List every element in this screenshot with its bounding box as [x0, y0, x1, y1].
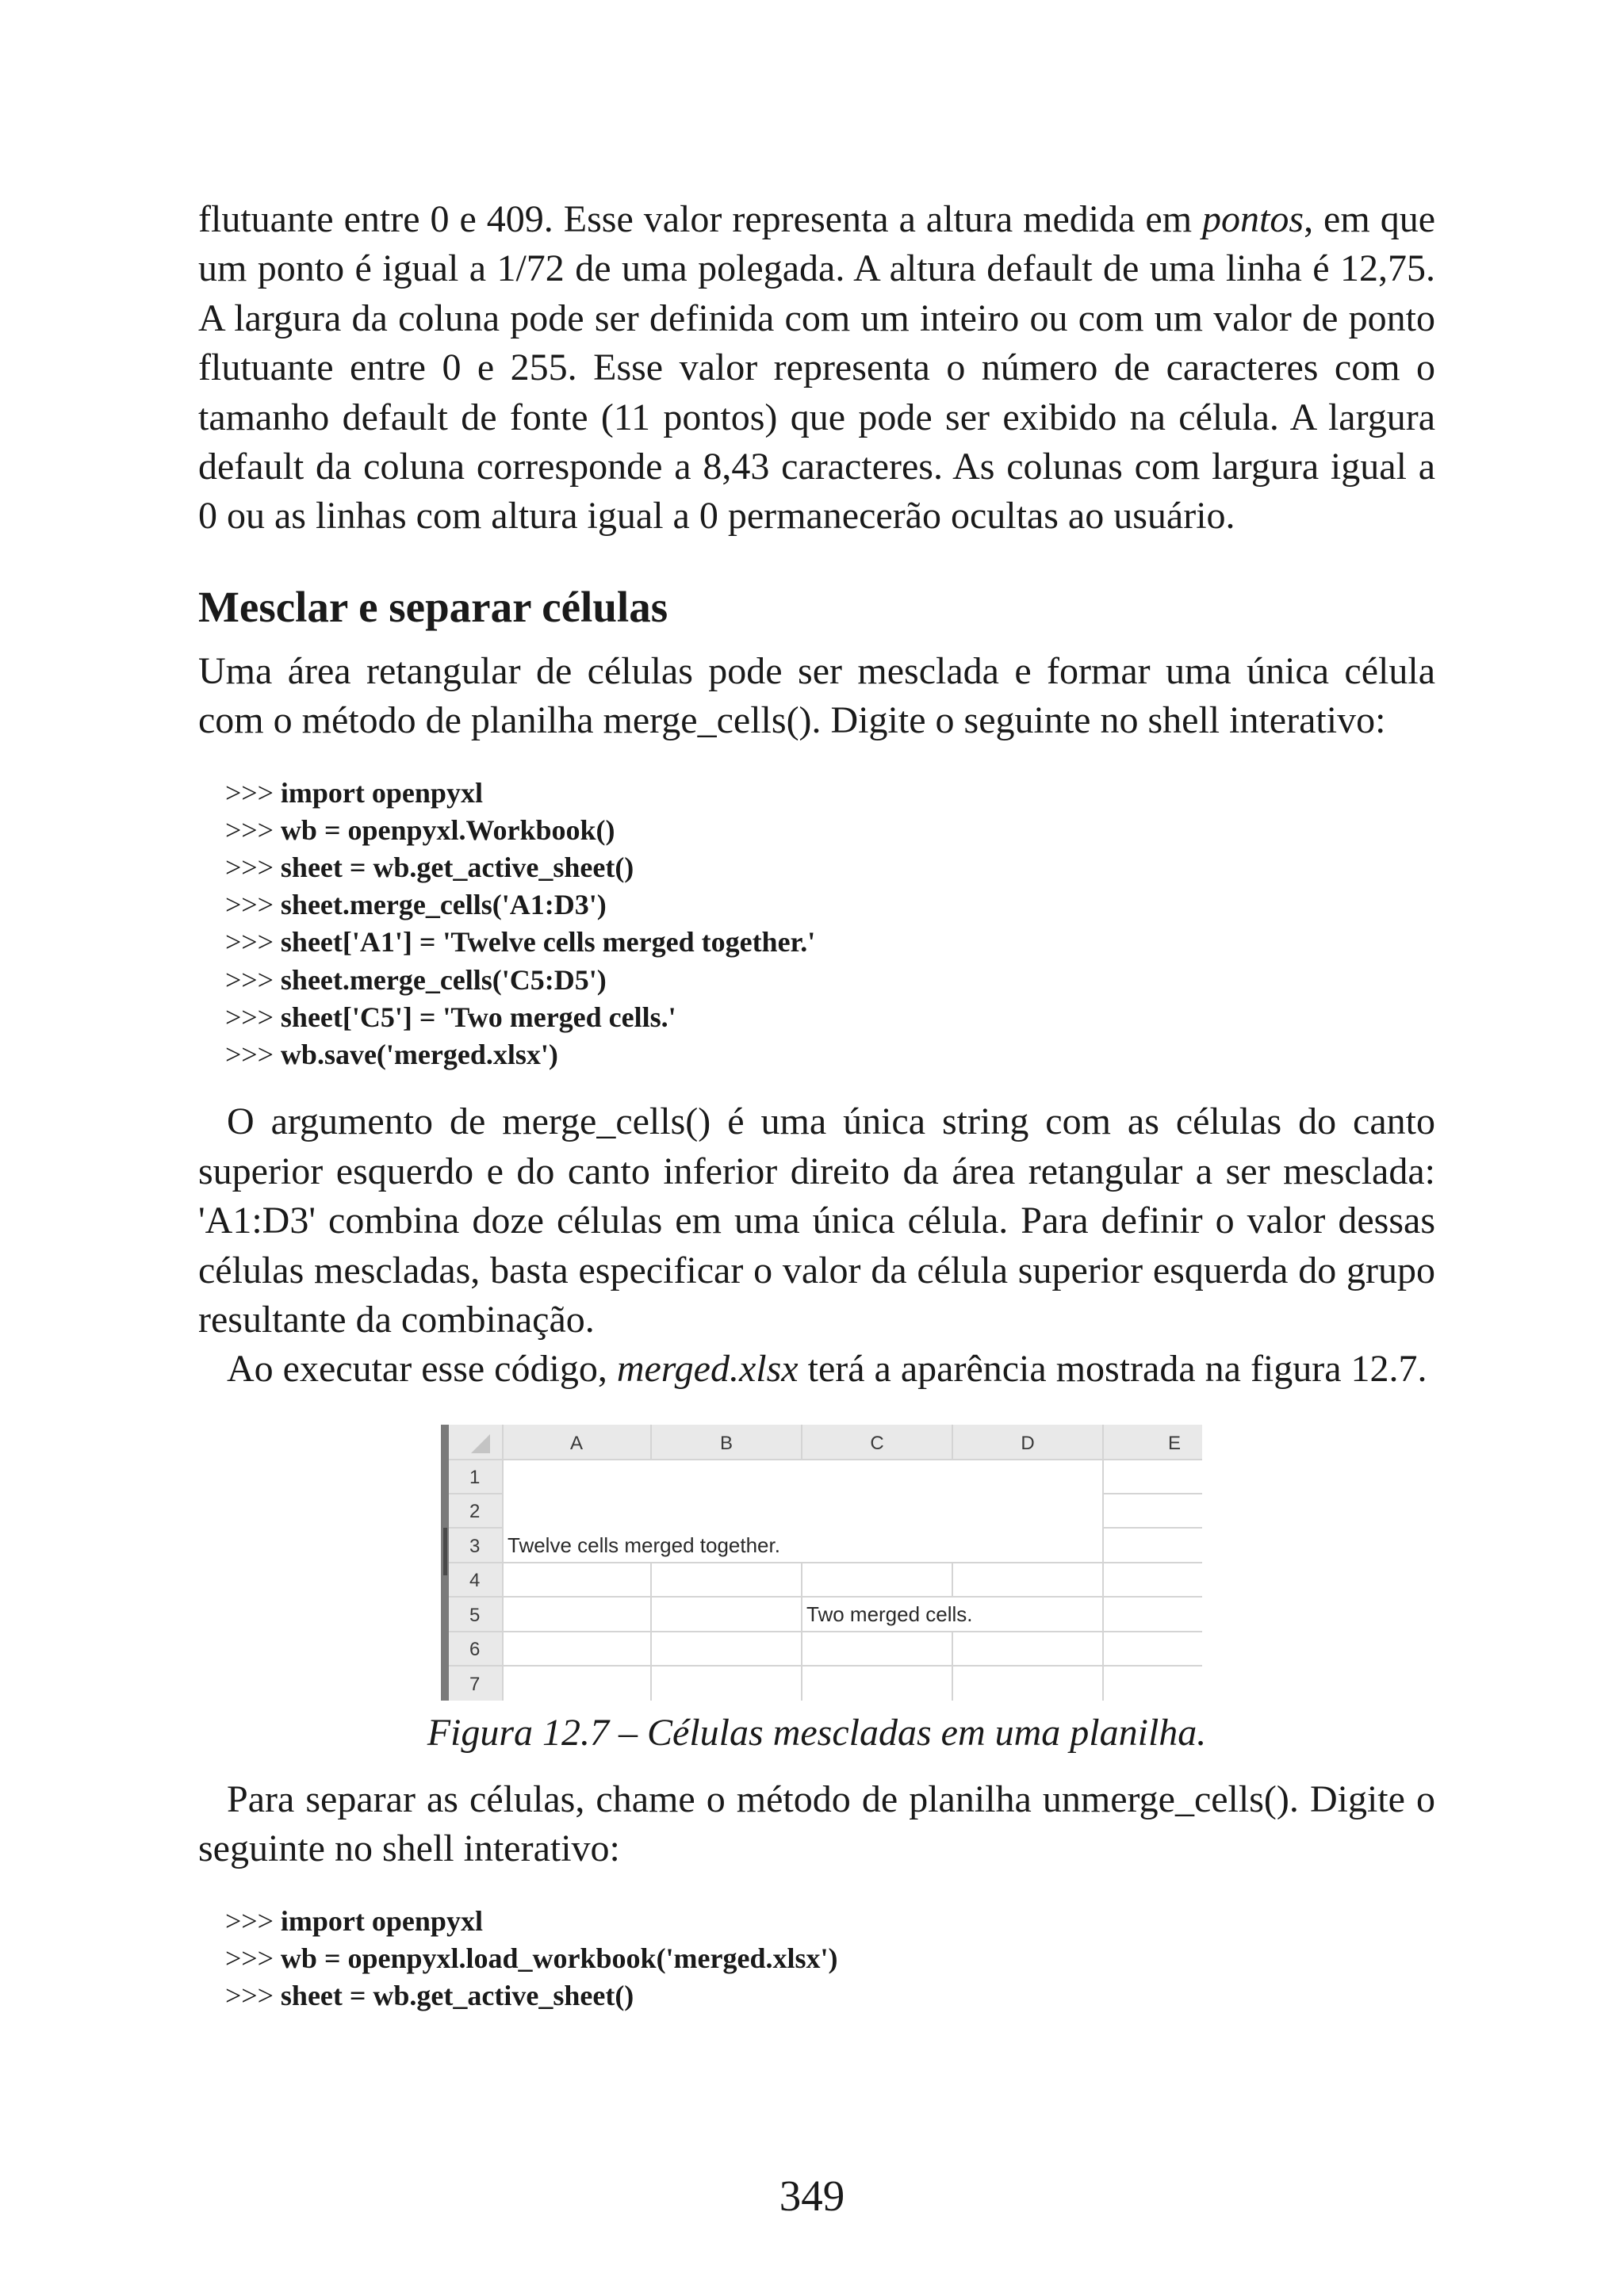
italic-filename: merged.xlsx — [616, 1348, 799, 1391]
code-command: wb = openpyxl.load_workbook('merged.xlsx') — [280, 1942, 838, 1974]
merged-cell-a1-d3: Twelve cells merged together. — [508, 1533, 780, 1557]
code-prompt: >>> — [225, 926, 281, 959]
body-paragraph-5: Para separar as células, chame o método de planilha unmerge_cells(). Digite o seguinte no shell interativo: — [198, 1777, 1435, 1870]
code-command: sheet.merge_cells('C5:D5') — [280, 963, 607, 996]
code-block-1 — [225, 775, 1435, 1074]
code-command: sheet['C5'] = 'Two merged cells.' — [280, 1001, 676, 1033]
figure-caption: Figura 12.7 – Células mescladas em uma planilha. — [427, 1711, 1207, 1754]
code-line — [225, 886, 1435, 924]
code-prompt: >>> — [225, 1039, 281, 1071]
code-prompt: >>> — [225, 776, 281, 809]
column-header-bar — [449, 1425, 1202, 1460]
row-header-1: 1 — [469, 1466, 481, 1488]
row-header-6: 6 — [469, 1638, 481, 1660]
column-header-c: C — [870, 1432, 884, 1454]
code-command: wb = openpyxl.Workbook() — [280, 813, 615, 846]
body-paragraph-4 — [198, 1345, 1435, 1394]
code-command: import openpyxl — [280, 1904, 483, 1937]
section-heading: Mesclar e separar células — [198, 582, 668, 631]
code-block-2 — [225, 1903, 1435, 2015]
code-line — [225, 999, 1435, 1036]
code-command: sheet = wb.get_active_sheet() — [280, 851, 634, 884]
spreadsheet-figure — [441, 1425, 1202, 1701]
code-command: sheet['A1'] = 'Twelve cells merged together.' — [280, 926, 816, 959]
code-prompt: >>> — [225, 1001, 281, 1033]
code-prompt: >>> — [225, 1904, 281, 1937]
column-header-a: A — [569, 1432, 584, 1454]
code-line — [225, 1940, 1435, 1977]
paragraph-text: Ao executar esse código, — [227, 1348, 617, 1391]
code-prompt: >>> — [225, 1942, 281, 1974]
paragraph-text: terá a aparência mostrada na figura 12.7. — [798, 1348, 1427, 1391]
page-number: 349 — [779, 2172, 845, 2220]
row-header-2: 2 — [469, 1500, 481, 1522]
paragraph-text: , em que um ponto é igual a 1/72 de uma polegada. A altura default de uma linha é 12,75. A largura da coluna pode ser definida com um inteiro ou com um valor de ponto flutuante entre 0 e 255. Esse valor representa o número de caracteres com o tamanho default de fonte (11 pontos) que pode ser exibido na célula. A largura default da coluna corresponde a 8,43 caracteres. As colunas com largura igual a 0 ou as linhas com altura igual a 0 permanecerão ocultas ao usuário. — [198, 198, 1435, 538]
code-prompt: >>> — [225, 851, 281, 884]
code-command: wb.save('merged.xlsx') — [280, 1039, 558, 1071]
code-line — [225, 1977, 1435, 2015]
merged-cell-c5-d5: Two merged cells. — [806, 1601, 973, 1626]
code-line — [225, 1903, 1435, 1940]
code-prompt: >>> — [225, 963, 281, 996]
code-line — [225, 849, 1435, 886]
spreadsheet-image — [441, 1425, 1202, 1701]
code-prompt: >>> — [225, 813, 281, 846]
body-paragraph-3: O argumento de merge_cells() é uma única string com as células do canto superior esquerdo e do canto inferior direito da área retangular a ser mesclada: 'A1:D3' combina doze células em uma única célula. Para definir o valor dessas células mescladas, basta especificar o valor da célula superior esquerda do grupo resultante da combinação. — [198, 1100, 1435, 1341]
code-line — [225, 812, 1435, 849]
row-header-5: 5 — [469, 1604, 481, 1626]
row-header-3: 3 — [469, 1535, 481, 1557]
body-paragraph-1 — [198, 195, 1435, 541]
row-header-7: 7 — [469, 1673, 481, 1695]
code-line — [225, 1036, 1435, 1073]
code-command: sheet = wb.get_active_sheet() — [280, 1979, 634, 2011]
code-prompt: >>> — [225, 1979, 281, 2011]
code-prompt: >>> — [225, 889, 281, 921]
italic-term-pontos: pontos — [1202, 198, 1304, 240]
body-paragraph-2: Uma área retangular de células pode ser mesclada e formar uma única célula com o método de planilha merge_cells(). Digite o seguinte no shell interativo: — [198, 649, 1435, 742]
figure-container — [198, 1425, 1435, 1701]
code-line — [225, 924, 1435, 961]
row-header-4: 4 — [469, 1569, 481, 1591]
page-content — [198, 195, 1435, 2015]
code-line — [225, 962, 1435, 999]
column-header-e: E — [1167, 1432, 1182, 1454]
column-header-b: B — [719, 1432, 733, 1454]
code-line — [225, 775, 1435, 812]
paragraph-text: flutuante entre 0 e 409. Esse valor representa a altura medida em — [198, 198, 1203, 240]
code-command: sheet.merge_cells('A1:D3') — [280, 889, 607, 921]
code-command: import openpyxl — [280, 776, 483, 809]
column-header-d: D — [1021, 1432, 1035, 1454]
